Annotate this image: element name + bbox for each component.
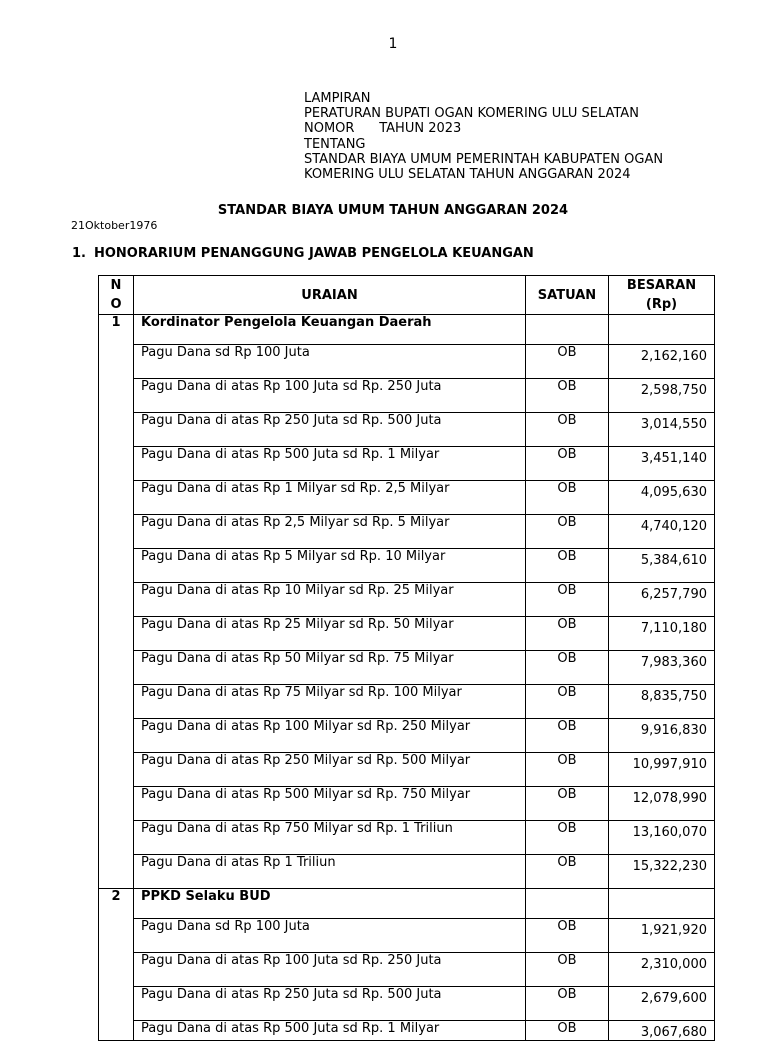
amount-cell: 1,921,920 [609, 919, 715, 953]
number-cell [99, 753, 134, 787]
group-title: Kordinator Pengelola Keuangan Daerah [134, 315, 526, 345]
amount-cell: 12,078,990 [609, 787, 715, 821]
number-cell [99, 651, 134, 685]
unit-cell: OB [526, 787, 609, 821]
amount-cell: 2,598,750 [609, 379, 715, 413]
number-cell [99, 953, 134, 987]
number-cell [99, 481, 134, 515]
table-row [99, 787, 715, 821]
description-cell: Pagu Dana di atas Rp 100 Milyar sd Rp. 250 Milyar [134, 719, 526, 753]
description-cell: Pagu Dana di atas Rp 100 Juta sd Rp. 250 Juta [134, 953, 526, 987]
header-line: PERATURAN BUPATI OGAN KOMERING ULU SELATAN [304, 106, 639, 122]
amount-cell: 9,916,830 [609, 719, 715, 753]
number-cell [99, 685, 134, 719]
header-line: NOMOR TAHUN 2023 [304, 121, 462, 137]
header-amount-line1: BESARAN [626, 278, 697, 293]
description-cell: Pagu Dana di atas Rp 1 Triliun [134, 855, 526, 889]
number-cell [99, 987, 134, 1021]
description-cell: Pagu Dana di atas Rp 250 Juta sd Rp. 500 Juta [134, 413, 526, 447]
description-cell: Pagu Dana di atas Rp 250 Juta sd Rp. 500 Juta [134, 987, 526, 1021]
header-no-line2: O [110, 297, 122, 312]
section-number: 1. [72, 246, 86, 261]
description-cell: Pagu Dana di atas Rp 500 Juta sd Rp. 1 Milyar [134, 447, 526, 481]
amount-cell: 5,384,610 [609, 549, 715, 583]
amount-cell: 8,835,750 [609, 685, 715, 719]
table-row [99, 987, 715, 1021]
group-number: 2 [99, 889, 134, 919]
unit-cell [526, 315, 609, 345]
description-cell: Pagu Dana sd Rp 100 Juta [134, 345, 526, 379]
number-cell [99, 515, 134, 549]
table-row [99, 617, 715, 651]
number-cell [99, 413, 134, 447]
amount-cell [609, 889, 715, 919]
unit-cell: OB [526, 549, 609, 583]
unit-cell: OB [526, 719, 609, 753]
number-cell [99, 919, 134, 953]
table-row [99, 379, 715, 413]
page-number: 1 [388, 36, 398, 52]
amount-cell [609, 315, 715, 345]
unit-cell: OB [526, 1021, 609, 1041]
date-note: 21Oktober1976 [71, 219, 158, 232]
table-row [99, 583, 715, 617]
amount-cell: 2,310,000 [609, 953, 715, 987]
table-row [99, 481, 715, 515]
number-cell [99, 719, 134, 753]
description-cell: Pagu Dana di atas Rp 250 Milyar sd Rp. 500 Milyar [134, 753, 526, 787]
table-row [99, 821, 715, 855]
number-cell [99, 379, 134, 413]
header-line: KOMERING ULU SELATAN TAHUN ANGGARAN 2024 [304, 167, 631, 183]
header-line: TENTANG [304, 136, 366, 152]
unit-cell: OB [526, 583, 609, 617]
column-header-amount [609, 276, 715, 315]
amount-cell: 13,160,070 [609, 821, 715, 855]
amount-cell: 15,322,230 [609, 855, 715, 889]
amount-cell: 10,997,910 [609, 753, 715, 787]
description-cell: Pagu Dana di atas Rp 25 Milyar sd Rp. 50 Milyar [134, 617, 526, 651]
document-header [304, 91, 663, 182]
table-header-row [99, 276, 715, 315]
fee-table-body [99, 315, 715, 1041]
unit-cell: OB [526, 821, 609, 855]
table-row [99, 651, 715, 685]
unit-cell: OB [526, 651, 609, 685]
unit-cell: OB [526, 481, 609, 515]
document-title: STANDAR BIAYA UMUM TAHUN ANGGARAN 2024 [217, 203, 569, 218]
table-row [99, 753, 715, 787]
unit-cell: OB [526, 987, 609, 1021]
section-heading [72, 246, 534, 261]
description-cell: Pagu Dana di atas Rp 100 Juta sd Rp. 250 Juta [134, 379, 526, 413]
description-cell: Pagu Dana di atas Rp 75 Milyar sd Rp. 100 Milyar [134, 685, 526, 719]
amount-cell: 2,679,600 [609, 987, 715, 1021]
description-cell: Pagu Dana di atas Rp 50 Milyar sd Rp. 75 Milyar [134, 651, 526, 685]
description-cell: Pagu Dana sd Rp 100 Juta [134, 919, 526, 953]
number-cell [99, 345, 134, 379]
unit-cell: OB [526, 447, 609, 481]
section-title: HONORARIUM PENANGGUNG JAWAB PENGELOLA KEUANGAN [94, 246, 534, 261]
group-row [99, 315, 715, 345]
unit-cell: OB [526, 919, 609, 953]
column-header-desc: URAIAN [134, 276, 526, 315]
number-cell [99, 447, 134, 481]
header-line: STANDAR BIAYA UMUM PEMERINTAH KABUPATEN OGAN [304, 151, 664, 167]
amount-cell: 3,014,550 [609, 413, 715, 447]
unit-cell: OB [526, 413, 609, 447]
table-row [99, 447, 715, 481]
number-cell [99, 549, 134, 583]
description-cell: Pagu Dana di atas Rp 500 Milyar sd Rp. 750 Milyar [134, 787, 526, 821]
amount-cell: 3,067,680 [609, 1021, 715, 1041]
unit-cell: OB [526, 345, 609, 379]
amount-cell: 7,983,360 [609, 651, 715, 685]
number-cell [99, 855, 134, 889]
amount-cell: 2,162,160 [609, 345, 715, 379]
number-cell [99, 787, 134, 821]
group-title: PPKD Selaku BUD [134, 889, 526, 919]
amount-cell: 7,110,180 [609, 617, 715, 651]
table-row [99, 549, 715, 583]
header-amount-line2: (Rp) [645, 297, 678, 312]
table-row [99, 413, 715, 447]
column-header-unit: SATUAN [526, 276, 609, 315]
table-row [99, 719, 715, 753]
table-row [99, 919, 715, 953]
amount-cell: 4,095,630 [609, 481, 715, 515]
column-header-no [99, 276, 134, 315]
unit-cell: OB [526, 685, 609, 719]
header-line: LAMPIRAN [304, 91, 371, 106]
group-row [99, 889, 715, 919]
table-row [99, 685, 715, 719]
description-cell: Pagu Dana di atas Rp 5 Milyar sd Rp. 10 Milyar [134, 549, 526, 583]
table-row [99, 953, 715, 987]
group-number: 1 [99, 315, 134, 345]
description-cell: Pagu Dana di atas Rp 2,5 Milyar sd Rp. 5 Milyar [134, 515, 526, 549]
description-cell: Pagu Dana di atas Rp 500 Juta sd Rp. 1 Milyar [134, 1021, 526, 1041]
description-cell: Pagu Dana di atas Rp 750 Milyar sd Rp. 1 Triliun [134, 821, 526, 855]
description-cell: Pagu Dana di atas Rp 10 Milyar sd Rp. 25 Milyar [134, 583, 526, 617]
unit-cell [526, 889, 609, 919]
unit-cell: OB [526, 855, 609, 889]
amount-cell: 3,451,140 [609, 447, 715, 481]
unit-cell: OB [526, 515, 609, 549]
table-row [99, 515, 715, 549]
amount-cell: 6,257,790 [609, 583, 715, 617]
number-cell [99, 617, 134, 651]
table-row [99, 345, 715, 379]
unit-cell: OB [526, 953, 609, 987]
description-cell: Pagu Dana di atas Rp 1 Milyar sd Rp. 2,5 Milyar [134, 481, 526, 515]
unit-cell: OB [526, 753, 609, 787]
unit-cell: OB [526, 379, 609, 413]
number-cell [99, 583, 134, 617]
amount-cell: 4,740,120 [609, 515, 715, 549]
header-no-line1: N [110, 278, 122, 293]
table-row [99, 855, 715, 889]
fee-table [98, 275, 715, 1041]
number-cell [99, 821, 134, 855]
unit-cell: OB [526, 617, 609, 651]
